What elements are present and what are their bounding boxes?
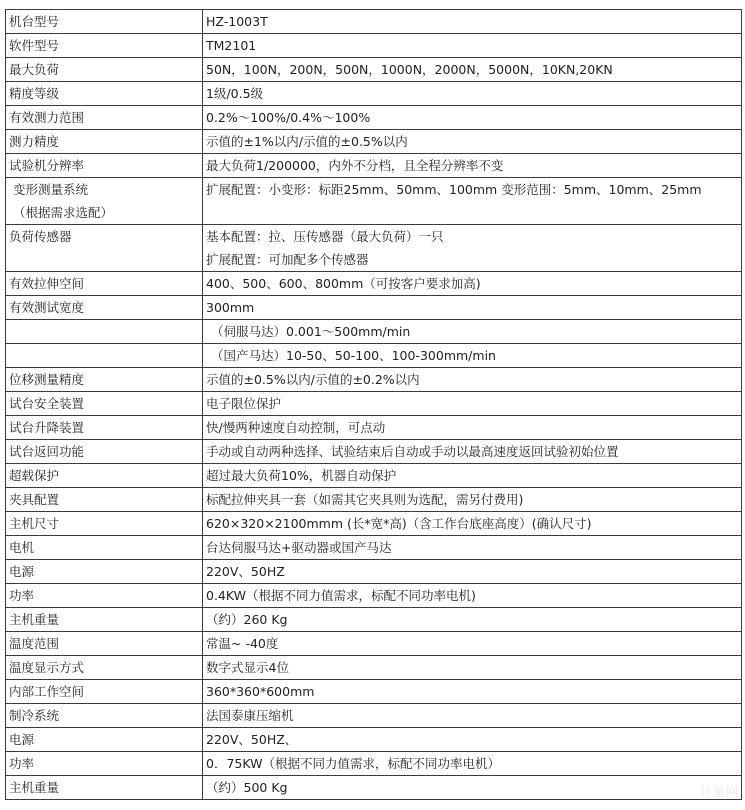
- row-value-line: 扩展配置：可加配多个传感器: [206, 252, 369, 267]
- table-row: [6, 58, 742, 82]
- row-value: 620×320×2100mmm (长*宽*高)（含工作台底座高度）(确认尺寸): [203, 512, 742, 536]
- table-row: [6, 752, 742, 776]
- row-value: [203, 225, 742, 272]
- table-row: [6, 130, 742, 154]
- row-label-line: （根据需求选配）: [13, 205, 114, 220]
- row-label: 机台型号: [6, 10, 203, 34]
- row-value: 360*360*600mm: [203, 680, 742, 704]
- row-value: 220V、50HZ、: [203, 728, 742, 752]
- row-value-line: 扩展配置：小变形：标距25mm、50mm、100mm 变形范围：5mm、10mm、25mm: [206, 182, 702, 197]
- row-label: 夹具配置: [6, 488, 203, 512]
- table-row: [6, 776, 742, 800]
- row-value: （约）500 Kg: [203, 776, 742, 800]
- row-label: 主机重量: [6, 776, 203, 800]
- row-label-line: [9, 248, 199, 271]
- table-row: [6, 34, 742, 58]
- table-row: [6, 560, 742, 584]
- table-row: [6, 296, 742, 320]
- table-row: [6, 368, 742, 392]
- row-value: （伺服马达）0.001～500mm/min: [203, 320, 742, 344]
- table-row: [6, 512, 742, 536]
- row-value-line: [206, 201, 738, 224]
- table-row: [6, 680, 742, 704]
- table-row: [6, 440, 742, 464]
- table-row: [6, 82, 742, 106]
- row-value: （约）260 Kg: [203, 608, 742, 632]
- row-value: 1级/0.5级: [203, 82, 742, 106]
- row-label: 最大负荷: [6, 58, 203, 82]
- row-label: 软件型号: [6, 34, 203, 58]
- row-value: HZ-1003T: [203, 10, 742, 34]
- table-row: [6, 10, 742, 34]
- row-label: 有效拉伸空间: [6, 272, 203, 296]
- table-row: [6, 416, 742, 440]
- table-row: [6, 344, 742, 368]
- row-label: [6, 320, 203, 344]
- row-value: 手动或自动两种选择、试验结束后自动或手动以最高速度返回试验初始位置: [203, 440, 742, 464]
- row-label: 电源: [6, 728, 203, 752]
- row-value: （国产马达）10-50、50-100、100-300mm/min: [203, 344, 742, 368]
- row-label: 试台安全装置: [6, 392, 203, 416]
- row-label: 温度范围: [6, 632, 203, 656]
- table-row: [6, 488, 742, 512]
- watermark: 计量网: [699, 785, 739, 799]
- row-value: 快/慢两种速度自动控制，可点动: [203, 416, 742, 440]
- row-value: 0.2%～100%/0.4%～100%: [203, 106, 742, 130]
- table-row: [6, 464, 742, 488]
- row-value: TM2101: [203, 34, 742, 58]
- row-value: 法国泰康压缩机: [203, 704, 742, 728]
- row-label: 主机尺寸: [6, 512, 203, 536]
- table-row: [6, 608, 742, 632]
- row-label: 内部工作空间: [6, 680, 203, 704]
- row-value: 220V、50HZ: [203, 560, 742, 584]
- row-label: 试台升降装置: [6, 416, 203, 440]
- row-value: 300mm: [203, 296, 742, 320]
- row-label: 温度显示方式: [6, 656, 203, 680]
- row-value: 示值的±1%以内/示值的±0.5%以内: [203, 130, 742, 154]
- row-label-line: 负荷传感器: [9, 229, 72, 244]
- row-label: 试台返回功能: [6, 440, 203, 464]
- row-label: 电源: [6, 560, 203, 584]
- table-row-two-line: [6, 178, 742, 225]
- table-row: [6, 154, 742, 178]
- table-row: [6, 536, 742, 560]
- row-label: 功率: [6, 752, 203, 776]
- row-value: 示值的±0.5%以内/示值的±0.2%以内: [203, 368, 742, 392]
- row-value: 400、500、600、800mm（可按客户要求加高): [203, 272, 742, 296]
- row-label: 功率: [6, 584, 203, 608]
- row-label: 主机重量: [6, 608, 203, 632]
- row-value: 最大负荷1/200000，内外不分档，且全程分辨率不变: [203, 154, 742, 178]
- table-row: [6, 272, 742, 296]
- row-value: 电子限位保护: [203, 392, 742, 416]
- row-label: 电机: [6, 536, 203, 560]
- spec-table: [5, 9, 742, 800]
- table-row: [6, 704, 742, 728]
- row-value: 0.4KW（根据不同力值需求，标配不同功率电机): [203, 584, 742, 608]
- row-label: 位移测量精度: [6, 368, 203, 392]
- row-value: 常温~ -40度: [203, 632, 742, 656]
- row-value: 台达伺服马达+驱动器或国产马达: [203, 536, 742, 560]
- row-value-line: 基本配置：拉、压传感器（最大负荷）一只: [206, 229, 444, 244]
- table-row: [6, 320, 742, 344]
- row-value: 标配拉伸夹具一套（如需其它夹具则为选配，需另付费用): [203, 488, 742, 512]
- table-row: [6, 656, 742, 680]
- row-label: 有效测试宽度: [6, 296, 203, 320]
- row-label: 有效测力范围: [6, 106, 203, 130]
- row-label: 制冷系统: [6, 704, 203, 728]
- row-value: 0．75KW（根据不同力值需求，标配不同功率电机）: [203, 752, 742, 776]
- table-row: [6, 728, 742, 752]
- row-label: 精度等级: [6, 82, 203, 106]
- row-value: [203, 178, 742, 225]
- row-value: 数字式显示4位: [203, 656, 742, 680]
- table-row: [6, 106, 742, 130]
- row-label: 超载保护: [6, 464, 203, 488]
- table-row-two-line: [6, 225, 742, 272]
- row-value: 50N，100N，200N，500N，1000N，2000N，5000N，10KN,20KN: [203, 58, 742, 82]
- row-label: 测力精度: [6, 130, 203, 154]
- table-row: [6, 392, 742, 416]
- row-label: [6, 178, 203, 225]
- table-row: [6, 584, 742, 608]
- row-label: [6, 344, 203, 368]
- row-label: [6, 225, 203, 272]
- row-value: 超过最大负荷10%，机器自动保护: [203, 464, 742, 488]
- row-label: 试验机分辨率: [6, 154, 203, 178]
- row-label-line: 变形测量系统: [13, 182, 89, 197]
- table-row: [6, 632, 742, 656]
